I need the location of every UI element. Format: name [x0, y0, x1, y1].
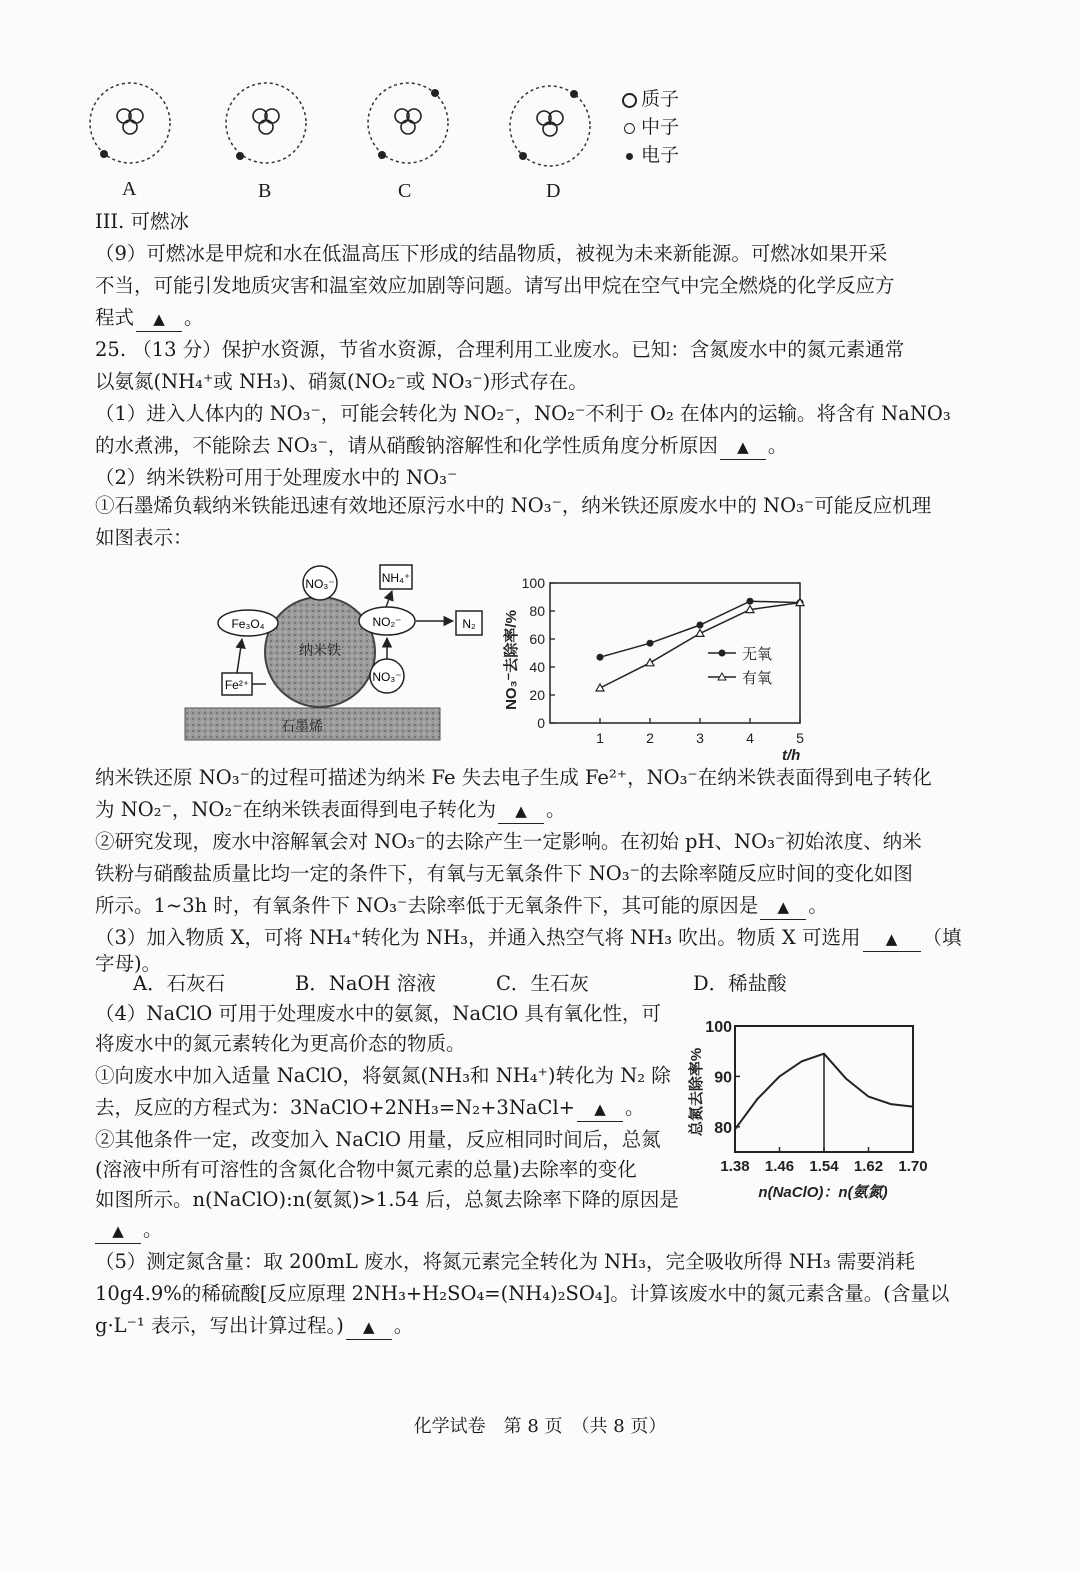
chart1-xtick-label: 2	[646, 730, 654, 746]
option-b[interactable]: B．NaOH 溶液	[295, 972, 436, 995]
answer-blank[interactable]: ▲	[136, 306, 182, 332]
nh4-label: NH₄⁺	[381, 571, 411, 585]
chart1-legend-marker	[719, 650, 726, 657]
p2b-line4: 铁粉与硝酸盐质量比均一定的条件下，有氧与无氧条件下 NO₃⁻的去除率随反应时间的变化如图	[95, 862, 913, 885]
p3-line1: （3）加入物质 X，可将 NH₄⁺转化为 NH₃，并通入热空气将 NH₃ 吹出。物质 X 可选用 ▲ （填	[95, 922, 962, 954]
chart1-ylabel: NO₃⁻去除率/%	[503, 610, 520, 710]
p2b-line1: 纳米铁还原 NO₃⁻的过程可描述为纳米 Fe 失去电子生成 Fe²⁺，NO₃⁻在纳米铁表面得到电子转化	[95, 766, 932, 789]
chart1-ytick-label: 40	[529, 659, 545, 675]
p1-line2: 的水煮沸，不能除去 NO₃⁻，请从硝酸钠溶解性和化学性质角度分析原因 ▲ 。	[95, 430, 787, 462]
legend-proton: 质子	[622, 84, 679, 111]
option-c[interactable]: C．生石灰	[496, 972, 589, 995]
chart2-xtick-label: 1.62	[853, 1158, 884, 1175]
atom-label-c: C	[398, 180, 412, 202]
p4-line7: 如图所示。n(NaClO):n(氨氮)>1.54 后，总氮去除率下降的原因是	[95, 1188, 679, 1211]
chart1-legend-label: 有氧	[742, 670, 773, 687]
atom-label-d: D	[546, 180, 561, 202]
chart1-point-anoxic	[647, 640, 654, 647]
p1-line1: （1）进入人体内的 NO₃⁻，可能会转化为 NO₂⁻，NO₂⁻不利于 O₂ 在体内的运输。将含有 NaNO₃	[95, 402, 951, 425]
p4-line6: (溶液中所有可溶性的含氮化合物中氮元素的总量)去除率的变化	[95, 1158, 637, 1181]
atom-label-b: B	[258, 180, 272, 202]
p3-line2: 字母)。	[95, 952, 162, 975]
mechanism-diagram	[180, 555, 500, 745]
legend-electron: 电子	[622, 140, 679, 167]
atom-c	[368, 83, 448, 163]
chart1-ytick-label: 100	[521, 575, 545, 591]
p4-line3: ①向废水中加入适量 NaClO，将氨氮(NH₃和 NH₄⁺)转化为 N₂ 除	[95, 1064, 671, 1087]
answer-blank[interactable]: ▲	[95, 1218, 141, 1244]
chart1-xtick-label: 1	[596, 730, 604, 746]
answer-blank[interactable]: ▲	[863, 926, 921, 952]
p2-line1: （2）纳米铁粉可用于处理废水中的 NO₃⁻	[95, 466, 458, 489]
total-n-removal-chart	[685, 1010, 930, 1205]
chart1-xlabel: t/h	[782, 747, 801, 764]
no2-label: NO₂⁻	[372, 615, 402, 629]
atom-d	[510, 86, 590, 166]
chart1-ytick-label: 20	[529, 687, 545, 703]
page-footer: 化学试卷 第 8 页 （共 8 页）	[413, 1416, 667, 1437]
answer-blank[interactable]: ▲	[760, 894, 806, 920]
p2b-line3: ②研究发现，废水中溶解氧会对 NO₃⁻的去除产生一定影响。在初始 pH、NO₃⁻初始浓度、纳米	[95, 830, 922, 853]
chart1-ytick-label: 60	[529, 631, 545, 647]
atom-b	[226, 83, 306, 163]
answer-blank[interactable]: ▲	[577, 1096, 623, 1122]
p2b-line5: 所示。1~3h 时，有氧条件下 NO₃⁻去除率低于无氧条件下，其可能的原因是 ▲ 。	[95, 890, 828, 922]
proton-icon	[622, 93, 637, 108]
atom-label-a: A	[122, 178, 137, 200]
chart1-xtick-label: 5	[796, 730, 804, 746]
chart2-ytick-label: 90	[714, 1069, 732, 1087]
p2b-line2: 为 NO₂⁻，NO₂⁻在纳米铁表面得到电子转化为 ▲ 。	[95, 794, 566, 826]
chart2-xtick-label: 1.54	[809, 1158, 839, 1175]
chart2-ytick-label: 80	[714, 1119, 732, 1137]
legend-neutron: 中子	[622, 112, 679, 139]
p4-line1: （4）NaClO 可用于处理废水中的氨氮，NaClO 具有氧化性，可	[95, 1002, 661, 1025]
chart1-point-anoxic	[697, 622, 704, 629]
p5-line1: （5）测定氮含量：取 200mL 废水，将氮元素完全转化为 NH₃，完全吸收所得 NH₃ 需要消耗	[95, 1250, 915, 1273]
chart2-xlabel: n(NaClO)：n(氨氮)	[758, 1184, 888, 1201]
no3-bottom-label: NO₃⁻	[372, 670, 402, 684]
answer-blank[interactable]: ▲	[346, 1314, 392, 1340]
option-a[interactable]: A．石灰石	[133, 972, 226, 995]
q9-line3: 程式 ▲ 。	[95, 302, 204, 334]
neutron-icon	[624, 123, 635, 134]
graphene-label: 石墨烯	[281, 718, 323, 734]
nano-fe-label: 纳米铁	[299, 642, 341, 658]
chart1-point-oxic	[696, 629, 704, 636]
atom-diagrams	[80, 78, 600, 178]
p4-line2: 将废水中的氮元素转化为更高价态的物质。	[95, 1032, 466, 1055]
chart2-ylabel: 总氮去除率%	[688, 1047, 705, 1137]
no3-removal-chart	[490, 565, 820, 765]
chart1-xtick-label: 4	[746, 730, 754, 746]
answer-blank[interactable]: ▲	[498, 798, 544, 824]
chart1-point-anoxic	[597, 654, 604, 661]
p5-line2: 10g4.9%的稀硫酸[反应原理 2NH₃+H₂SO₄=(NH₄)₂SO₄]。计算该废水中的氮元素含量。(含量以	[95, 1282, 950, 1305]
chart1-point-oxic	[646, 659, 654, 666]
q9-line1: （9）可燃冰是甲烷和水在低温高压下形成的结晶物质，被视为未来新能源。可燃冰如果开采	[95, 242, 888, 265]
q9-line2: 不当，可能引发地质灾害和温室效应加剧等问题。请写出甲烷在空气中完全燃烧的化学反应方	[95, 274, 895, 297]
answer-blank[interactable]: ▲	[720, 434, 766, 460]
p4-line8: ▲ 。	[95, 1214, 163, 1246]
p4-line4: 去，反应的方程式为：3NaClO+2NH₃=N₂+3NaCl+ ▲ 。	[95, 1092, 645, 1124]
section-heading: III. 可燃冰	[95, 210, 190, 233]
q25-line1: 25. （13 分）保护水资源，节省水资源，合理利用工业废水。已知：含氮废水中的氮元素通常	[95, 338, 905, 361]
q25-line2: 以氨氮(NH₄⁺或 NH₃)、硝氮(NO₂⁻或 NO₃⁻)形式存在。	[95, 370, 588, 393]
fe3o4-label: Fe₃O₄	[231, 617, 265, 631]
chart2-xtick-label: 1.70	[898, 1158, 928, 1175]
chart2-ytick-label: 100	[705, 1019, 732, 1036]
atom-a	[90, 83, 170, 163]
p2-line2: ①石墨烯负载纳米铁能迅速有效地还原污水中的 NO₃⁻，纳米铁还原废水中的 NO₃⁻可能反应机理	[95, 494, 932, 517]
p4-line5: ②其他条件一定，改变加入 NaClO 用量，反应相同时间后，总氮	[95, 1128, 661, 1151]
chart1-point-oxic	[596, 684, 604, 691]
chart1-ytick-label: 80	[529, 603, 545, 619]
chart2-xtick-label: 1.38	[720, 1158, 750, 1175]
chart2-xtick-label: 1.46	[764, 1158, 795, 1175]
n2-label: N₂	[462, 617, 476, 631]
chart1-legend-label: 无氧	[742, 646, 773, 663]
option-d[interactable]: D．稀盐酸	[693, 972, 787, 995]
chart1-xtick-label: 3	[696, 730, 704, 746]
p2-line3: 如图表示：	[95, 526, 193, 549]
fe2-label: Fe²⁺	[224, 678, 250, 692]
chart1-ytick-label: 0	[537, 715, 545, 731]
chart1-point-anoxic	[747, 598, 754, 605]
no3-top-label: NO₃⁻	[305, 577, 335, 591]
electron-icon	[626, 153, 633, 160]
p5-line3: g·L⁻¹ 表示，写出计算过程。) ▲ 。	[95, 1310, 413, 1342]
